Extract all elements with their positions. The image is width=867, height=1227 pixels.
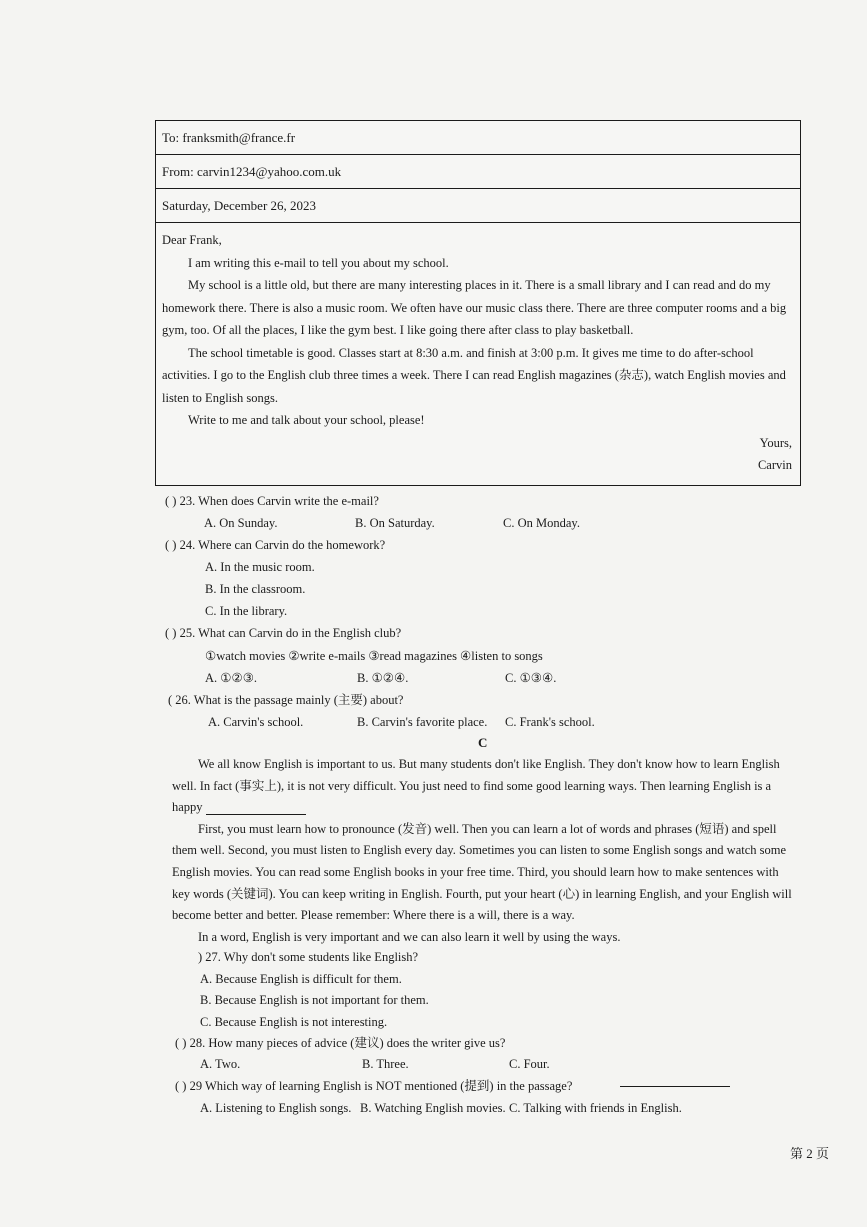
question-23-option-c: C. On Monday. [503, 516, 580, 530]
question-24-stem: ( ) 24. Where can Carvin do the homework? [165, 538, 386, 552]
question-28-option-b: B. Three. [362, 1057, 409, 1071]
passage-paragraph-2: First, you must learn how to pronounce (发音) well. Then you can learn a lot of words and phrases (短语) and spell them well. Second, you must listen to English every day. Sometimes you can listen to some English songs and watch some English movies. You can read some English books in your free time. Third, you should learn how to make sentences with key words (关键词). You can keep writing in English. Fourth, put your heart (心) in learning English, and your English will become better and better. Please remember: Where there is a will, there is a way. [172, 821, 792, 923]
question-24-option-c: C. In the library. [205, 604, 288, 618]
passage-paragraph-1-text: We all know English is important to us. But many students don't like English. They don't know how to learn English well. In fact (事实上), it is not very difficult. You just need to find some good learning ways. Then learning English is a happy [172, 757, 780, 815]
email-from: From: carvin1234@yahoo.com.uk [156, 155, 800, 189]
email-paragraph-4: Write to me and talk about your school, please! [188, 413, 425, 427]
question-25-option-a: A. ①②③. [205, 671, 258, 685]
question-25-option-b: B. ①②④. [357, 671, 409, 685]
question-29-stem: ( ) 29 Which way of learning English is NOT mentioned (提到) in the passage? [175, 1079, 573, 1093]
question-23-option-b: B. On Saturday. [355, 516, 435, 530]
question-28-option-c: C. Four. [509, 1057, 550, 1071]
question-26-option-c: C. Frank's school. [505, 715, 595, 729]
answer-blank[interactable] [206, 802, 306, 815]
question-29-answer-line [620, 1086, 730, 1087]
email-paragraph-2: My school is a little old, but there are many interesting places in it. There is a small library and I can read and do my homework there. There is also a music room. We often have our music class there. There are three computer rooms and a big gym, too. Of all the places, I like the gym best. I like going there after class to play basketball. [162, 278, 787, 337]
passage-paragraph-3: In a word, English is very important and we can also learn it well by using the ways. [198, 929, 621, 944]
page-number: 第 2 页 [790, 1146, 830, 1161]
question-23-stem: ( ) 23. When does Carvin write the e-mail? [165, 494, 379, 508]
question-28-option-a: A. Two. [200, 1057, 241, 1071]
email-closing: Yours, [759, 435, 792, 450]
question-28-stem: ( ) 28. How many pieces of advice (建议) does the writer give us? [175, 1036, 506, 1050]
email-body [156, 223, 800, 489]
email-box [155, 120, 801, 486]
question-23-option-a: A. On Sunday. [204, 516, 278, 530]
email-greeting: Dear Frank, [162, 233, 222, 247]
question-29-option-a: A. Listening to English songs. [200, 1101, 352, 1115]
question-24-option-b: B. In the classroom. [205, 582, 306, 596]
email-to: To: franksmith@france.fr [156, 121, 800, 155]
question-27-option-c: C. Because English is not interesting. [200, 1015, 388, 1029]
section-c-heading: C [478, 735, 488, 750]
question-27-option-a: A. Because English is difficult for them. [200, 972, 402, 986]
question-25-option-c: C. ①③④. [505, 671, 557, 685]
email-paragraph-1: I am writing this e-mail to tell you about my school. [188, 255, 449, 270]
question-26-option-b: B. Carvin's favorite place. [357, 715, 488, 729]
question-26-stem: ( 26. What is the passage mainly (主要) about? [168, 693, 404, 707]
question-27-option-b: B. Because English is not important for them. [200, 993, 429, 1007]
question-29-option-b: B. Watching English movies. [360, 1101, 506, 1115]
question-25-stem: ( ) 25. What can Carvin do in the English club? [165, 626, 402, 640]
email-signature: Carvin [757, 458, 792, 472]
email-date: Saturday, December 26, 2023 [156, 189, 800, 223]
passage-paragraph-1 [172, 754, 798, 819]
question-25-choices: ①watch movies ②write e-mails ③read magazines ④listen to songs [205, 649, 543, 663]
question-27-stem: ) 27. Why don't some students like English? [198, 950, 419, 964]
question-24-option-a: A. In the music room. [205, 560, 315, 574]
section-c-passage [172, 754, 798, 948]
question-26-option-a: A. Carvin's school. [208, 715, 304, 729]
email-paragraph-3: The school timetable is good. Classes start at 8:30 a.m. and finish at 3:00 p.m. It gives me time to do after-school activities. I go to the English club three times a week. There I can read English magazines (杂志), watch English movies and listen to English songs. [162, 345, 786, 405]
question-29-option-c: C. Talking with friends in English. [509, 1101, 682, 1115]
